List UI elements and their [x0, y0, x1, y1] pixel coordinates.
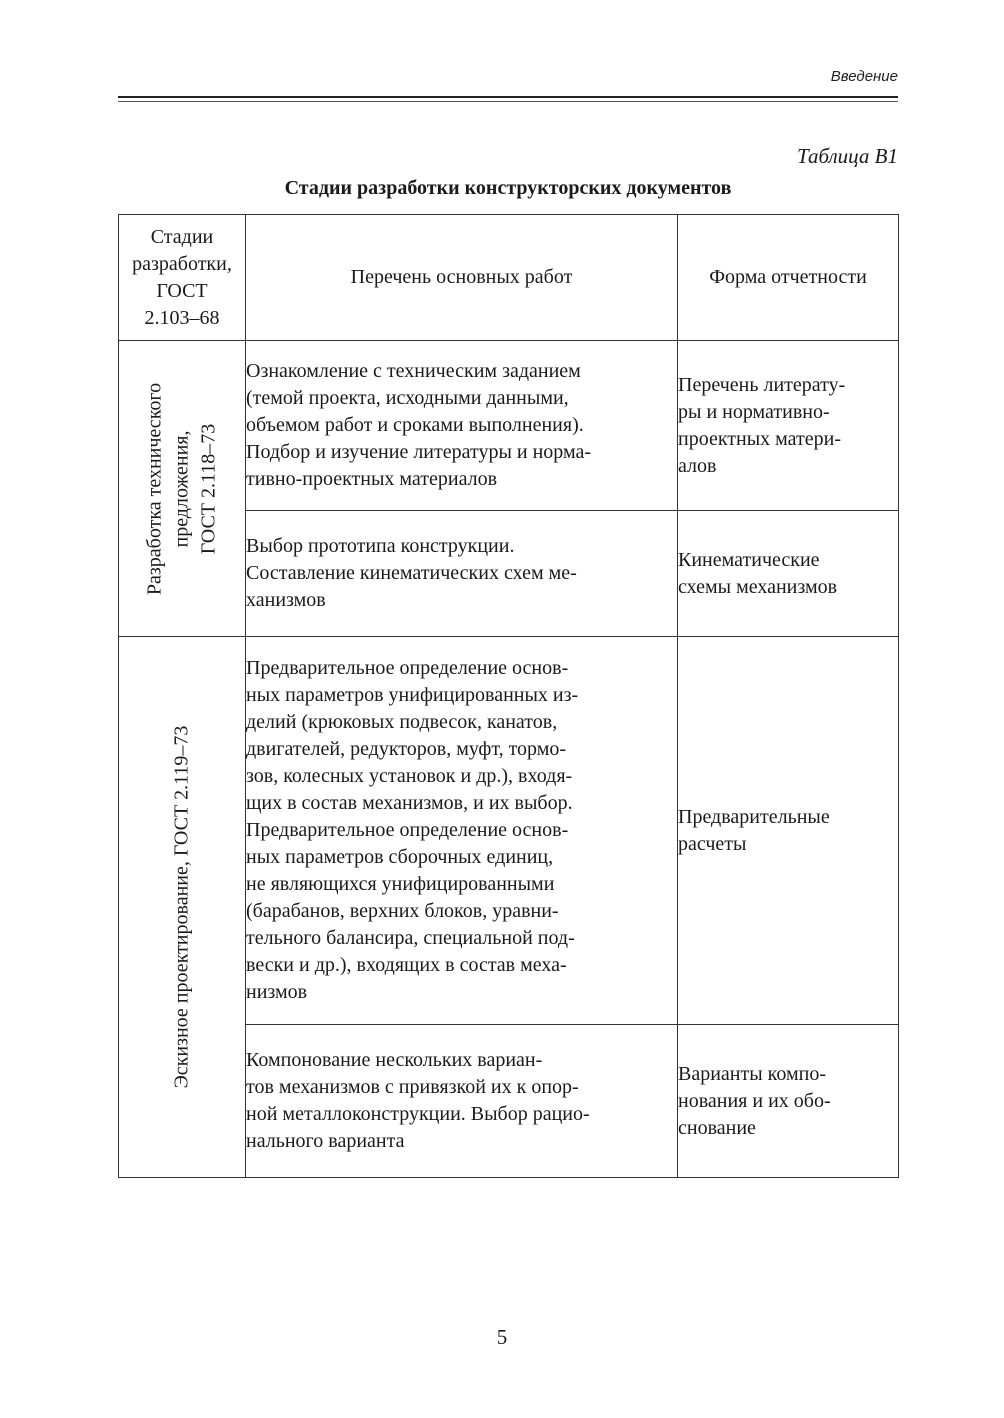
stage-name-line: Разработка технического: [143, 382, 166, 595]
work-line: ханизмов: [246, 589, 326, 611]
work-cell: [246, 511, 678, 637]
running-head: Введение: [830, 68, 898, 85]
report-line: снование: [678, 1116, 756, 1139]
stage-name-cell: [119, 637, 246, 1178]
stage-name-line: ГОСТ 2.118–73: [197, 423, 220, 554]
table-header-row: [119, 215, 899, 341]
work-line: щих в состав механизмов, и их выбор.: [246, 792, 573, 814]
stage-name-cell: [119, 341, 246, 637]
report-line: проектных матери-: [678, 427, 842, 450]
header-rule-thin: [118, 101, 898, 102]
report-line: схемы механизмов: [678, 575, 838, 598]
report-cell: [678, 341, 899, 511]
work-line: тивно-проектных материалов: [246, 468, 498, 490]
report-line: алов: [678, 454, 717, 477]
stage-name-line: Эскизное проектирование, ГОСТ 2.119–73: [170, 725, 193, 1089]
work-line: Предварительное определение основ-: [246, 819, 569, 841]
report-line: Кинематические: [678, 548, 820, 571]
stages-table: [118, 214, 899, 1178]
report-line: нования и их обо-: [678, 1089, 831, 1112]
header-stage-line: ГОСТ: [156, 279, 208, 302]
work-line: тов механизмов с привязкой их к опор-: [246, 1076, 579, 1098]
work-line: Выбор прототипа конструкции.: [246, 535, 515, 557]
work-line: двигателей, редукторов, муфт, тормо-: [246, 738, 567, 760]
work-line: Составление кинематических схем ме-: [246, 562, 577, 584]
work-line: объемом работ и сроками выполнения).: [246, 414, 584, 436]
work-line: (темой проекта, исходными данными,: [246, 387, 569, 409]
table-row: [119, 637, 899, 1025]
stage-name-line: предложения,: [170, 429, 193, 548]
work-line: вески и др.), входящих в состав меха-: [246, 954, 567, 976]
work-line: Подбор и изучение литературы и норма-: [246, 441, 592, 463]
work-cell: [246, 341, 678, 511]
header-stage-line: Стадии: [150, 225, 214, 248]
work-line: Компонование нескольких вариан-: [246, 1049, 543, 1071]
header-stage-line: разработки,: [132, 252, 232, 275]
header-stage: [119, 215, 246, 341]
page-number: 5: [496, 1325, 508, 1349]
stage-name: [169, 726, 196, 1089]
work-cell: [246, 637, 678, 1025]
report-cell: [678, 1025, 899, 1178]
work-line: зов, колесных установок и др.), входя-: [246, 765, 573, 787]
work-line: ной металлоконструкции. Выбор рацио-: [246, 1103, 590, 1125]
table-row: [119, 341, 899, 511]
report-cell: [678, 511, 899, 637]
report-cell: [678, 637, 899, 1025]
work-line: ных параметров сборочных единиц,: [246, 846, 554, 868]
work-line: (барабанов, верхних блоков, уравни-: [246, 900, 559, 922]
report-line: Предварительные: [678, 805, 830, 828]
work-line: ных параметров унифицированных из-: [246, 684, 579, 706]
header-works: Перечень основных работ: [246, 215, 678, 341]
work-line: тельного балансира, специальной под-: [246, 927, 575, 949]
work-line: не являющихся унифицированными: [246, 873, 555, 895]
work-line: низмов: [246, 981, 308, 1003]
stage-name: [142, 382, 223, 594]
work-line: делий (крюковых подвесок, канатов,: [246, 711, 558, 733]
header-stage-line: 2.103–68: [144, 306, 220, 329]
report-line: ры и нормативно-: [678, 400, 830, 423]
header-report: Форма отчетности: [678, 215, 899, 341]
work-line: нального варианта: [246, 1130, 405, 1152]
work-line: Ознакомление с техническим заданием: [246, 360, 581, 382]
table-number: Таблица В1: [797, 144, 898, 168]
work-line: Предварительное определение основ-: [246, 657, 569, 679]
table-title: Стадии разработки конструкторских документов: [284, 177, 732, 199]
work-cell: [246, 1025, 678, 1178]
report-line: Варианты компо-: [678, 1062, 827, 1085]
report-line: Перечень литерату-: [678, 373, 846, 396]
report-line: расчеты: [678, 832, 747, 855]
header-rule: [118, 96, 898, 98]
